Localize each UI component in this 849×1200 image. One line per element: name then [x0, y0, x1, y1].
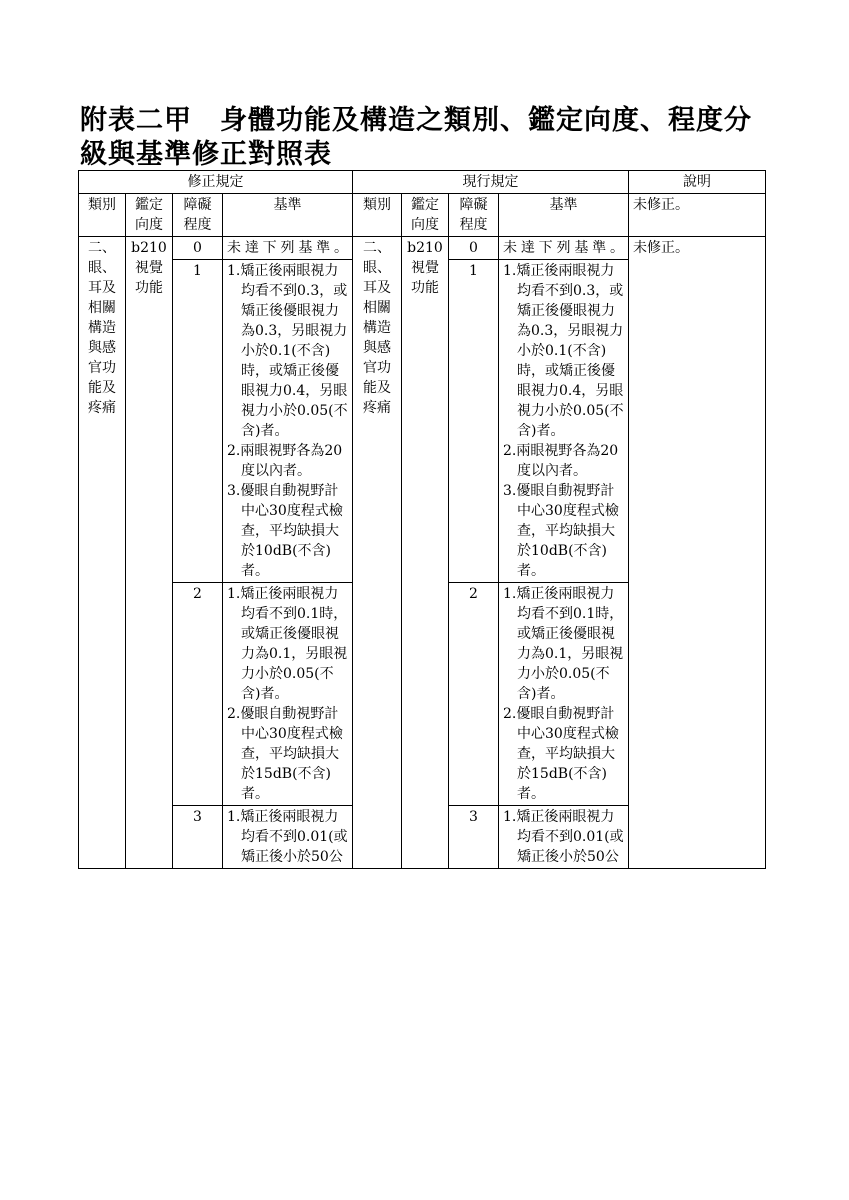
standard-text: 未達下列基準。: [503, 240, 624, 256]
col-standard-revised: 基準: [223, 194, 353, 237]
standard-cell: [223, 806, 353, 869]
col-category-current: 類別: [353, 194, 402, 237]
col-level-revised: [173, 194, 223, 237]
header-row-groups: [79, 171, 766, 194]
standard-item: 1.矯正後兩眼視力均看不到0.01(或矯正後小於50公: [503, 809, 624, 865]
category-line: 眼、: [363, 260, 391, 276]
category-line: 疼痛: [88, 400, 116, 416]
standard-text: 未達下列基準。: [227, 240, 348, 256]
header-current: 現行規定: [353, 171, 629, 194]
category-line: 官功: [363, 360, 391, 376]
col-dimension-b: 向度: [135, 217, 163, 233]
standard-cell: [223, 260, 353, 583]
table-row-level-0: [79, 237, 766, 260]
category-line: 與感: [363, 340, 391, 356]
level-cell: 2: [173, 583, 223, 806]
level-cell: 0: [173, 237, 223, 260]
category-line: 與感: [88, 340, 116, 356]
category-cell-current: [353, 237, 402, 869]
level-cell: 0: [449, 237, 499, 260]
category-line: 耳及: [363, 280, 391, 296]
standard-cell: [499, 583, 629, 806]
dimension-line: b210: [131, 240, 167, 256]
standard-item: 1.矯正後兩眼視力均看不到0.1時，或矯正後優眼視力為0.1，另眼視力小於0.05(不含)者。: [503, 586, 624, 702]
category-line: 眼、: [88, 260, 116, 276]
standard-item: 2.優眼自動視野計中心30度程式檢查，平均缺損大於15dB(不含)者。: [227, 706, 343, 802]
category-line: 疼痛: [363, 400, 391, 416]
standard-item: 2.兩眼視野各為20度以內者。: [503, 443, 619, 479]
standard-cell: [499, 260, 629, 583]
col-level-a: 障礙: [459, 197, 488, 213]
category-line: 二、: [88, 240, 116, 256]
level-cell: 1: [173, 260, 223, 583]
dimension-line: 功能: [411, 280, 439, 296]
dimension-cell-current: [402, 237, 449, 869]
col-dimension-revised: [126, 194, 173, 237]
standard-item: 1.矯正後兩眼視力均看不到0.1時，或矯正後優眼視力為0.1，另眼視力小於0.05(不含)者。: [227, 586, 348, 702]
comparison-table: [78, 170, 766, 869]
standard-item: 1.矯正後兩眼視力均看不到0.3，或矯正後優眼視力為0.3，另眼視力小於0.1(不含)時，或矯正後優眼視力0.4，另眼視力小於0.05(不含)者。: [503, 263, 624, 439]
dimension-line: 視覺: [135, 260, 163, 276]
col-level-current: [449, 194, 499, 237]
col-level-b: 程度: [183, 217, 212, 233]
title-line-1: 附表二甲 身體功能及構造之類別、鑑定向度、程度分: [80, 105, 752, 136]
standard-item: 3.優眼自動視野計中心30度程式檢查，平均缺損大於10dB(不含)者。: [227, 483, 343, 579]
level-cell: 2: [449, 583, 499, 806]
category-line: 構造: [88, 320, 116, 336]
standard-cell: [223, 237, 353, 260]
col-level-a: 障礙: [183, 197, 212, 213]
col-dimension-b: 向度: [411, 217, 439, 233]
col-dimension-a: 鑑定: [135, 197, 163, 213]
standard-item: 2.兩眼視野各為20度以內者。: [227, 443, 343, 479]
category-line: 相關: [363, 300, 391, 316]
category-line: 相關: [88, 300, 116, 316]
category-line: 官功: [88, 360, 116, 376]
standard-item: 3.優眼自動視野計中心30度程式檢查，平均缺損大於10dB(不含)者。: [503, 483, 619, 579]
category-line: 能及: [88, 380, 116, 396]
header-revised: 修正規定: [79, 171, 353, 194]
explain-cell: 未修正。: [629, 237, 766, 869]
col-category-revised: 類別: [79, 194, 126, 237]
standard-cell: [499, 806, 629, 869]
standard-item: 1.矯正後兩眼視力均看不到0.3，或矯正後優眼視力為0.3，另眼視力小於0.1(不含)時，或矯正後優眼視力0.4，另眼視力小於0.05(不含)者。: [227, 263, 348, 439]
dimension-line: b210: [407, 240, 443, 256]
col-dimension-a: 鑑定: [411, 197, 439, 213]
dimension-line: 視覺: [411, 260, 439, 276]
level-cell: 3: [449, 806, 499, 869]
dimension-line: 功能: [135, 280, 163, 296]
level-cell: 1: [449, 260, 499, 583]
standard-item: 1.矯正後兩眼視力均看不到0.01(或矯正後小於50公: [227, 809, 348, 865]
header-row-columns: [79, 194, 766, 237]
category-line: 二、: [363, 240, 391, 256]
header-explain: 說明: [629, 171, 766, 194]
standard-item: 2.優眼自動視野計中心30度程式檢查，平均缺損大於15dB(不含)者。: [503, 706, 619, 802]
dimension-cell-revised: [126, 237, 173, 869]
title-line-2: 級與基準修正對照表: [80, 139, 332, 170]
col-standard-current: 基準: [499, 194, 629, 237]
category-line: 耳及: [88, 280, 116, 296]
document-title: [80, 104, 780, 172]
col-explain-value: 未修正。: [629, 194, 766, 237]
standard-cell: [223, 583, 353, 806]
category-line: 構造: [363, 320, 391, 336]
standard-cell: [499, 237, 629, 260]
category-line: 能及: [363, 380, 391, 396]
col-dimension-current: [402, 194, 449, 237]
col-level-b: 程度: [459, 217, 488, 233]
category-cell-revised: [79, 237, 126, 869]
level-cell: 3: [173, 806, 223, 869]
